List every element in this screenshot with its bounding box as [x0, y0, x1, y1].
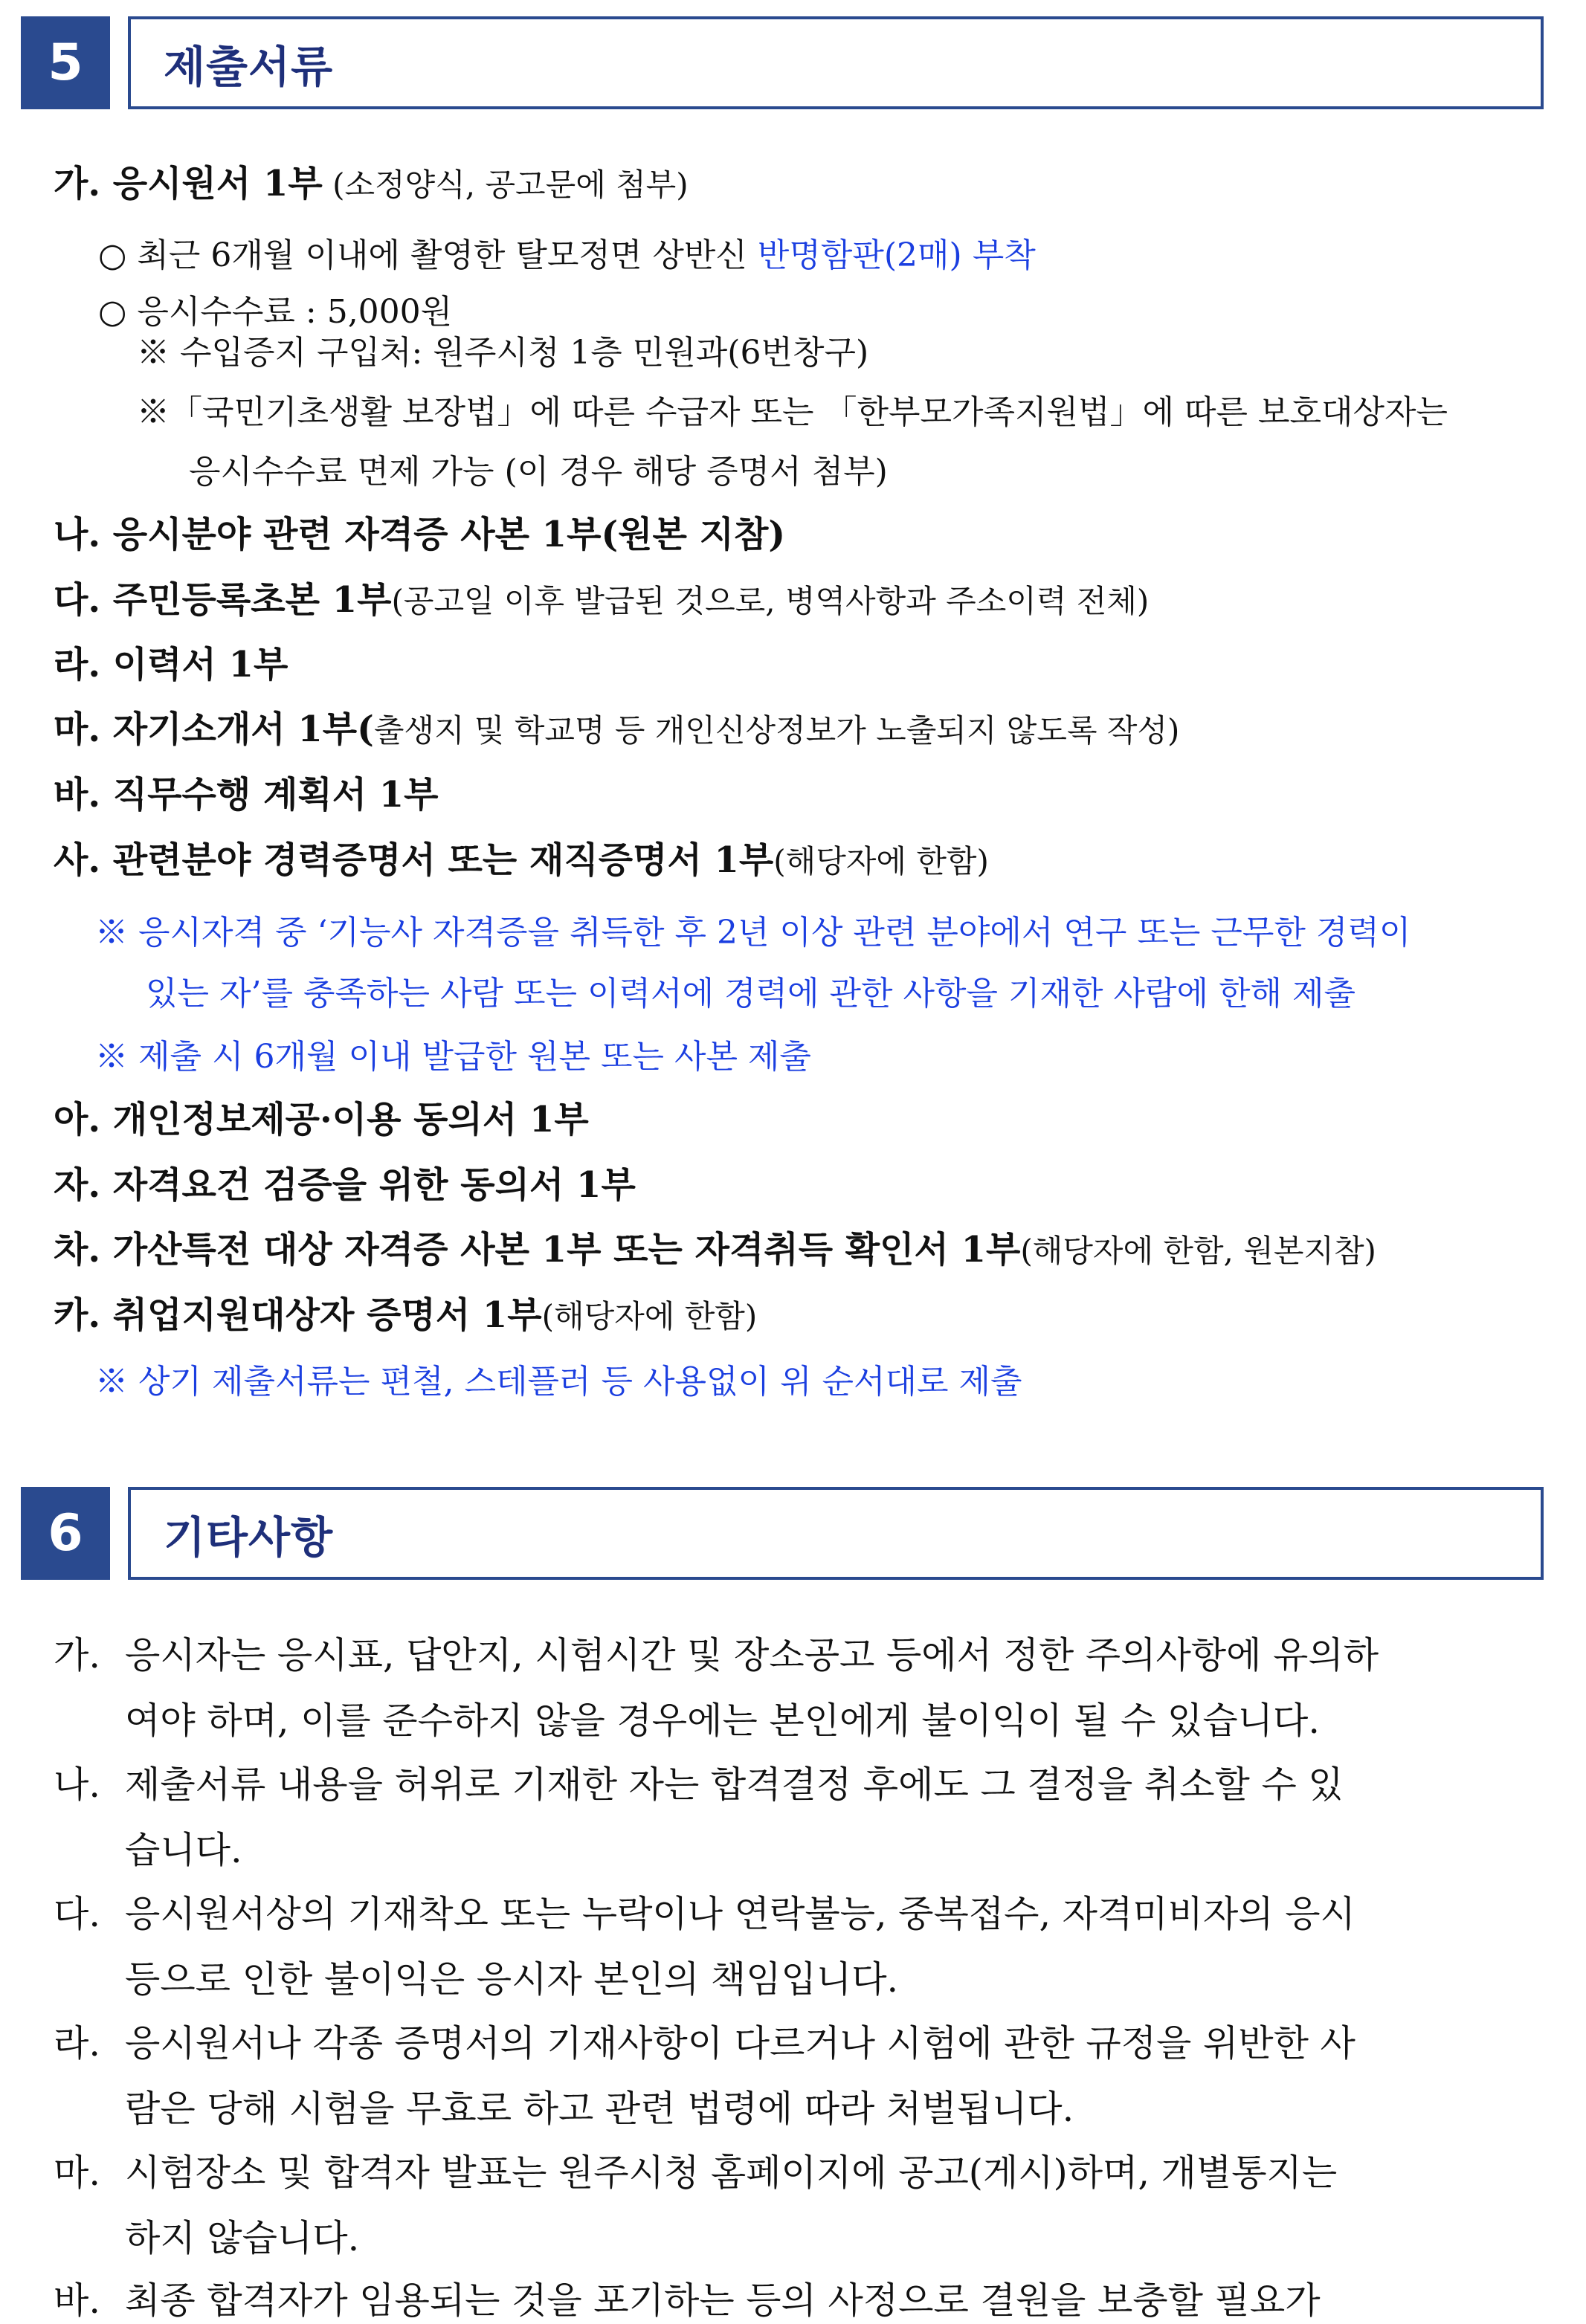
item-a: 아. 개인정보제공·이용 동의서 1부 [54, 1099, 589, 1140]
item-text: 습니다. [125, 1829, 242, 1871]
item-label: 다. [54, 1893, 100, 1935]
item-note: (해당자에 한함, 원본지참) [1020, 1233, 1376, 1269]
item-text: 응시자는 응시표, 답안지, 시험시간 및 장소공고 등에서 정한 주의사항에 유의하 [125, 1634, 1379, 1676]
item-label: 가. [54, 1634, 100, 1676]
item-da [54, 571, 1149, 622]
note-stamp-purchase: ※ 수입증지 구입처: 원주시청 1층 민원과(6번창구) [137, 334, 869, 372]
item-text: 시험장소 및 합격자 발표는 원주시청 홈페이지에 공고(게시)하며, 개별통지는 [125, 2152, 1338, 2194]
item-text: 최종 합격자가 임용되는 것을 포기하는 등의 사정으로 결원을 보충할 필요가 [125, 2279, 1321, 2322]
sub-item-photo [98, 228, 1036, 276]
item-ma [54, 700, 1179, 752]
item-note: (해당자에 한함) [773, 843, 989, 879]
note-fee-exemption: ※「국민기초생활 보장법」에 따른 수급자 또는 「한부모가족지원법」에 따른 보호대상자는 [137, 393, 1448, 431]
item-ka [54, 1286, 757, 1337]
note-fee-exemption-cont: 응시수수료 면제 가능 (이 경우 해당 증명서 첨부) [189, 453, 888, 491]
section-number: 5 [21, 16, 110, 109]
item-note: (소정양식, 공고문에 첨부) [322, 167, 689, 203]
item-label: 나. [54, 1763, 100, 1806]
item-label: 카. 취업지원대상자 증명서 1부 [54, 1294, 542, 1336]
item-note: 출생지 및 학교명 등 개인신상정보가 노출되지 않도록 작성) [373, 712, 1180, 749]
item-text: 응시원서나 각종 증명서의 기재사항이 다르거나 시험에 관한 규정을 위반한 사 [125, 2022, 1355, 2065]
item-cha [54, 1221, 1376, 1272]
item-note: (공고일 이후 발급된 것으로, 병역사항과 주소이력 전체) [391, 583, 1150, 619]
note-submission-order: ※ 상기 제출서류는 편철, 스테플러 등 사용없이 위 순서대로 제출 [95, 1363, 1022, 1401]
item-label: 가. 응시원서 1부 [54, 163, 323, 204]
section-title: 제출서류 [164, 41, 334, 92]
section-number: 6 [21, 1487, 110, 1580]
item-text: 제출서류 내용을 허위로 기재한 자는 합격결정 후에도 그 결정을 취소할 수 있 [125, 1763, 1344, 1806]
sub-item-fee: ○ 응시수수료 : 5,000원 [98, 293, 453, 331]
item-label: 다. 주민등록초본 1부 [54, 579, 392, 621]
item-label: 마. 자기소개서 1부( [54, 709, 374, 750]
sub-item-text: ○ 최근 6개월 이내에 촬영한 탈모정면 상반신 [98, 236, 758, 274]
item-text: 응시원서상의 기재착오 또는 누락이나 연락불능, 중복접수, 자격미비자의 응시 [125, 1893, 1355, 1935]
item-ba: 바. 직무수행 계획서 1부 [54, 774, 439, 816]
item-note: (해당자에 한함) [541, 1298, 758, 1334]
item-label: 사. 관련분야 경력증명서 또는 재직증명서 1부 [54, 839, 774, 881]
item-na: 나. 응시분야 관련 자격증 사본 1부(원본 지참) [54, 514, 786, 555]
item-label: 바. [54, 2279, 100, 2322]
item-ra: 라. 이력서 1부 [54, 644, 288, 685]
item-text: 여야 하며, 이를 준수하지 않을 경우에는 본인에게 불이익이 될 수 있습니다. [125, 1700, 1320, 1742]
note-career-condition: ※ 응시자격 중 ‘기능사 자격증을 취득한 후 2년 이상 관련 분야에서 연구 또는 근무한 경력이 [95, 914, 1411, 952]
item-ga [54, 155, 689, 206]
item-text: 람은 당해 시험을 무효로 하고 관련 법령에 따라 처벌됩니다. [125, 2088, 1074, 2130]
item-label: 차. 가산특전 대상 자격증 사본 1부 또는 자격취득 확인서 1부 [54, 1229, 1021, 1271]
highlight-text: 반명함판(2매) 부착 [757, 236, 1036, 274]
note-career-condition-cont: 있는 자’를 충족하는 사람 또는 이력서에 경력에 관한 사항을 기재한 사람에 한해 제출 [146, 975, 1355, 1013]
item-label: 마. [54, 2152, 100, 2194]
section-6-header [21, 1487, 1544, 1580]
section-title: 기타사항 [164, 1511, 334, 1563]
section-title-box [128, 16, 1544, 109]
note-issue-period: ※ 제출 시 6개월 이내 발급한 원본 또는 사본 제출 [95, 1038, 811, 1076]
section-5-header [21, 16, 1544, 109]
item-text: 등으로 인한 불이익은 응시자 본인의 책임입니다. [125, 1958, 899, 2001]
item-ja: 자. 자격요건 검증을 위한 동의서 1부 [54, 1164, 636, 1206]
item-label: 라. [54, 2022, 100, 2065]
section-title-box [128, 1487, 1544, 1580]
item-sa [54, 831, 989, 882]
item-text: 하지 않습니다. [125, 2217, 360, 2259]
